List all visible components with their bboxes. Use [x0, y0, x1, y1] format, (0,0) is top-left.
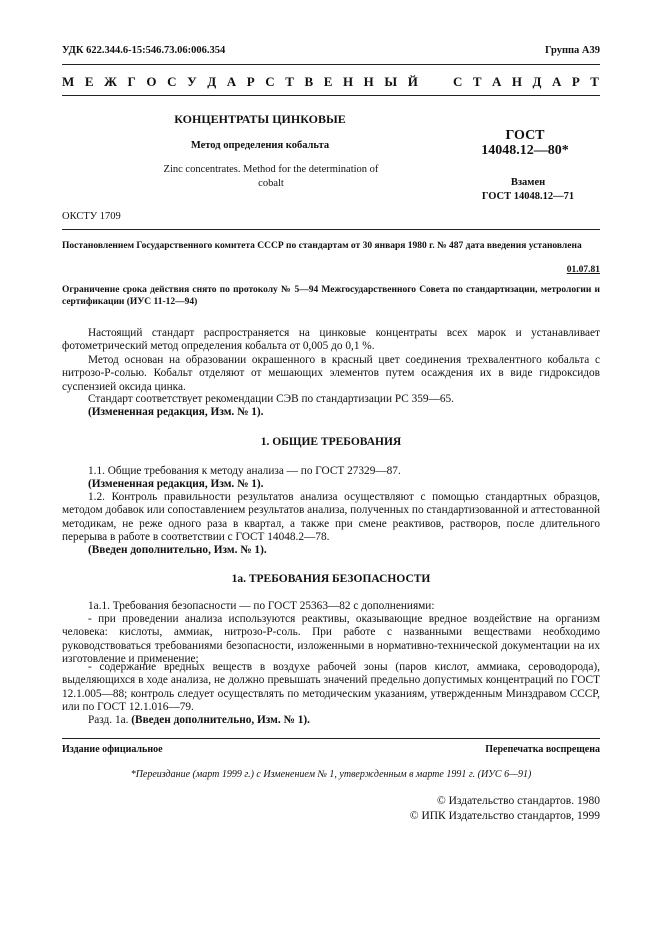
banner-left — [62, 74, 418, 90]
amendment-note: (Измененная редакция, Изм. № 1). — [88, 478, 264, 490]
banner-letter: Й — [407, 74, 418, 89]
section-heading: 1. ОБЩИЕ ТРЕБОВАНИЯ — [260, 436, 402, 448]
decree-text: Постановлением Государственного комитета СССР по стандартам от 30 января 1980 г. № 487 дата введения установлена — [62, 241, 582, 251]
section-paragraph: 1а.1. Требования безопасности — по ГОСТ 25363—82 с дополнениями: — [88, 600, 435, 612]
intro-paragraph: Стандарт соответствует рекомендации СЭВ по стандартизации РС 359—65. — [88, 393, 454, 405]
banner-letter: Т — [285, 74, 294, 89]
udk-code: УДК 622.344.6-15:546.73.06:006.354 — [62, 45, 226, 56]
footer-rule — [62, 738, 600, 739]
banner-letter: Д — [207, 74, 217, 89]
decree-date: 01.07.81 — [566, 265, 600, 275]
title-rule — [62, 229, 600, 230]
reprint-prohibited: Перепечатка воспрещена — [485, 744, 600, 755]
official-edition: Издание официальное — [62, 744, 163, 755]
section-heading: 1а. ТРЕБОВАНИЯ БЕЗОПАСНОСТИ — [231, 573, 431, 585]
section-paragraph: 1.1. Общие требования к методу анализа — по ГОСТ 27329—87. — [88, 465, 401, 477]
banner-letter: Е — [84, 74, 94, 89]
banner-letter: А — [226, 74, 237, 89]
banner-letter: С — [265, 74, 275, 89]
section-closing-prefix: Разд. 1а. — [88, 714, 129, 726]
okstu-code: ОКСТУ 1709 — [62, 211, 121, 222]
group-code: Группа А39 — [544, 45, 600, 56]
banner-right — [453, 74, 599, 90]
banner-letter: Н — [511, 74, 523, 89]
banner-letter: С — [453, 74, 463, 89]
copyright-line: © ИПК Издательство стандартов, 1999 — [409, 810, 600, 822]
replaces-standard: ГОСТ 14048.12—71 — [481, 191, 575, 202]
banner-letter: У — [187, 74, 197, 89]
gost-designation — [470, 128, 580, 158]
header-rule-bottom — [62, 95, 600, 96]
amendment-note: (Введен дополнительно, Изм. № 1). — [131, 714, 310, 726]
banner-letter: Т — [472, 74, 482, 89]
header-rule-top — [62, 64, 600, 65]
replaces-block — [466, 176, 590, 204]
copyright-line: © Издательство стандартов. 1980 — [436, 795, 600, 807]
amendment-note: (Измененная редакция, Изм. № 1). — [88, 406, 264, 418]
section-paragraph: 1.2. Контроль правильности результатов анализа осуществляют с помощью стандартных образцов, методом добавок или сопоставлением результатов анализа, полученных по стандартизованной и аттестованной методикам, не реже одного раза в квартал, а также при смене реактивов, растворов, после длительного перерыва в работе в соответствии с ГОСТ 14048.2—78. — [62, 491, 600, 544]
section-closing — [62, 714, 600, 727]
banner-letter: Г — [127, 74, 136, 89]
banner-letter: С — [167, 74, 177, 89]
section-paragraph: - содержание вредных веществ в воздухе рабочей зоны (паров кислот, аммиака, сероводорода), выделяющихся в ходе анализа, не должно превышать значений предельно допустимых концентраций по ГОСТ 12.1.005—88; контроль следует осуществлять по методическим указаниям, утвержденным Минздравом СССР, или по ГОСТ 12.1.016—79. — [62, 661, 600, 714]
banner-letter: Р — [571, 74, 580, 89]
banner-letter: М — [62, 74, 75, 89]
standard-banner — [62, 74, 599, 90]
section-paragraph: - при проведении анализа используются реактивы, оказывающие вредное воздействие на организм человека: кислоты, аммиак, нитрозо-Р-соль. При работе с названными веществами необходимо руководствоваться требованиями безопасности, изложенными в нормативно-технической документации на их изготовление и применение; — [62, 613, 600, 666]
intro-paragraph: Метод основан на образовании окрашенного в красный цвет соединения трехвалентного кобальта с нитрозо-Р-солью. Кобальт отделяют от мешающих элементов путем осаждения их в виде гидроксидов суспензией оксида цинка. — [62, 354, 600, 393]
banner-letter: А — [492, 74, 502, 89]
banner-letter: Ы — [384, 74, 398, 89]
replaces-label: Взамен — [510, 177, 546, 188]
banner-letter: Д — [532, 74, 542, 89]
reissue-note: *Переиздание (март 1999 г.) с Изменением № 1, утвержденным в марте 1991 г. (ИУС 6—91) — [130, 769, 532, 780]
banner-letter: Н — [342, 74, 354, 89]
english-title: Zinc concentrates. Method for the determination of cobalt — [163, 164, 379, 189]
gost-number: 14048.12—80* — [481, 143, 569, 158]
limitation-text: Ограничение срока действия снято по протоколу № 5—94 Межгосударственного Совета по стандартизации, метрологии и сертификации (ИУС 11-12—94) — [62, 285, 600, 307]
document-subtitle: Метод определения кобальта — [190, 140, 330, 151]
intro-paragraph: Настоящий стандарт распространяется на цинковые концентраты всех марок и устанавливает фотометрический метод определения кобальта от 0,005 до 0,1 %. — [62, 327, 600, 353]
banner-letter: В — [304, 74, 314, 89]
banner-letter: Р — [246, 74, 255, 89]
gost-label: ГОСТ — [505, 128, 545, 143]
banner-letter: Т — [590, 74, 599, 89]
banner-letter: Ж — [104, 74, 117, 89]
banner-letter: А — [551, 74, 562, 89]
banner-letter: Е — [323, 74, 333, 89]
document-title: КОНЦЕНТРАТЫ ЦИНКОВЫЕ — [174, 112, 346, 126]
amendment-note: (Введен дополнительно, Изм. № 1). — [88, 544, 267, 556]
banner-letter: Н — [363, 74, 374, 89]
banner-letter: О — [146, 74, 157, 89]
